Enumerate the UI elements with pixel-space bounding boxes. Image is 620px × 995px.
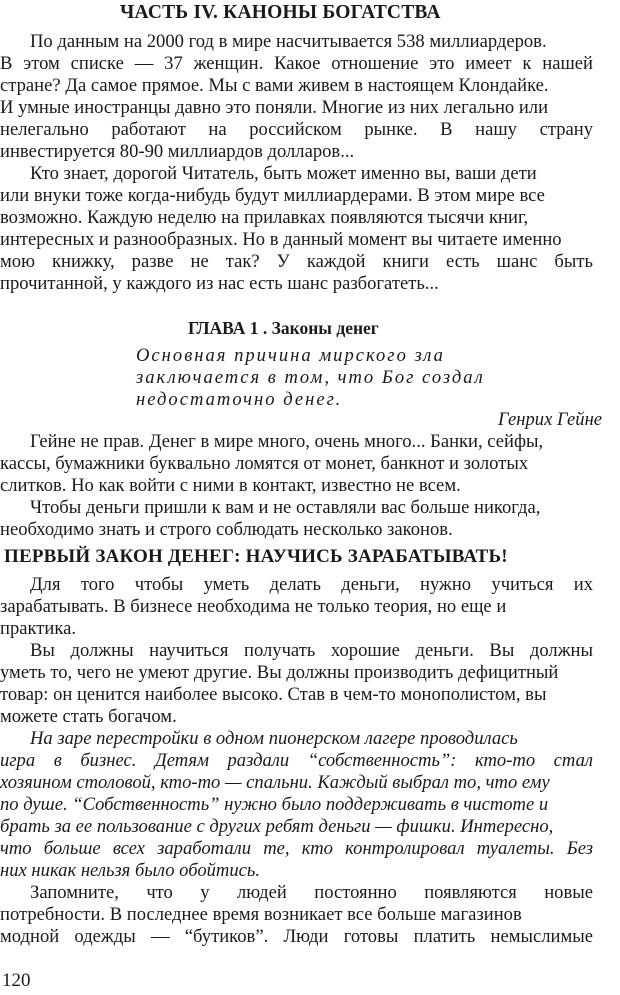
chapter-line-1: Гейне не прав. Денег в мире много, очень много... Банки, сейфы, (30, 431, 544, 452)
closing-line-2: потребности. В последнее время возникает все больше магазинов (0, 904, 522, 925)
story-line-4: по душе. “Собственность” нужно было поддерживать в чистоте и (0, 794, 549, 815)
intro-line-11: мою книжку, разве не так? У каждой книги есть шанс быть (0, 251, 593, 272)
intro-line-2: В этом списке — 37 женщин. Какое отношение это имеет к нашей (0, 53, 593, 74)
intro-line-3: стране? Да самое прямое. Мы с вами живем в настоящем Клондайке. (0, 75, 549, 96)
intro-line-6: инвестируется 80-90 миллиардов долларов... (0, 141, 355, 162)
intro-line-1: По данным на 2000 год в мире насчитывается 538 миллиардеров. (30, 31, 547, 52)
law-title: ПЕРВЫЙ ЗАКОН ДЕНЕГ: НАУЧИСЬ ЗАРАБАТЫВАТЬ! (4, 546, 508, 567)
part-title: ЧАСТЬ IV. КАНОНЫ БОГАТСТВА (120, 2, 441, 23)
story-line-2: игра в бизнес. Детям раздали “собственность”: кто-то стал (0, 750, 593, 771)
law-line-5: уметь то, чего не умеют другие. Вы должны производить дефицитный (0, 662, 559, 683)
chapter-line-5: необходимо знать и строго соблюдать несколько законов. (0, 519, 453, 540)
intro-line-8: или внуки тоже когда-нибудь будут миллиардерами. В этом мире все (0, 185, 545, 206)
story-line-1: На заре перестройки в одном пионерском лагере проводилась (30, 728, 518, 749)
story-line-7: них никак нельзя было обойтись. (0, 860, 261, 881)
law-line-7: можете стать богачом. (0, 706, 177, 727)
chapter-title: ГЛАВА 1 . Законы денег (188, 318, 379, 338)
story-line-3: хозяином столовой, кто-то — спальни. Каждый выбрал то, что ему (0, 772, 550, 793)
intro-line-7: Кто знает, дорогой Читатель, быть может именно вы, ваши дети (30, 163, 537, 184)
story-line-6: что больше всех заработали те, кто контролировал туалеты. Без (0, 838, 593, 859)
epigraph-line-1: Основная причина мирского зла (136, 345, 445, 366)
intro-line-10: интересных и разнообразных. Но в данный момент вы читаете именно (0, 229, 562, 250)
law-line-3: практика. (0, 618, 77, 639)
intro-line-9: возможно. Каждую неделю на прилавках появляются тысячи книг, (0, 207, 529, 228)
intro-line-5: нелегально работают на российском рынке. В нашу страну (0, 119, 593, 140)
story-line-5: брать за ее пользование с других ребят деньги — фишки. Интересно, (0, 816, 554, 837)
law-line-2: зарабатывать. В бизнесе необходима не только теория, но еще и (0, 596, 507, 617)
closing-line-3: модной одежды — “бутиков”. Люди готовы платить немыслимые (0, 926, 593, 947)
law-line-1: Для того чтобы уметь делать деньги, нужно учиться их (30, 574, 593, 595)
closing-line-1: Запомните, что у людей постоянно появляются новые (30, 882, 593, 903)
chapter-line-2: кассы, бумажники буквально ломятся от монет, банкнот и золотых (0, 453, 529, 474)
chapter-line-4: Чтобы деньги пришли к вам и не оставляли вас больше никогда, (30, 497, 541, 518)
epigraph-author: Генрих Гейне (498, 409, 603, 430)
law-line-4: Вы должны научиться получать хорошие деньги. Вы должны (30, 640, 593, 661)
intro-line-12: прочитанной, у каждого из нас есть шанс разбогатеть... (0, 273, 439, 294)
intro-line-4: И умные иностранцы давно это поняли. Многие из них легально или (0, 97, 549, 118)
epigraph-line-2: заключается в том, что Бог создал (136, 367, 485, 388)
epigraph-line-3: недостаточно денег. (136, 389, 343, 410)
law-line-6: товар: он ценится наиболее высоко. Став в чем-то монополистом, вы (0, 684, 547, 705)
page-number: 120 (2, 970, 31, 991)
chapter-line-3: слитков. Но как войти с ними в контакт, известно не всем. (0, 475, 461, 496)
